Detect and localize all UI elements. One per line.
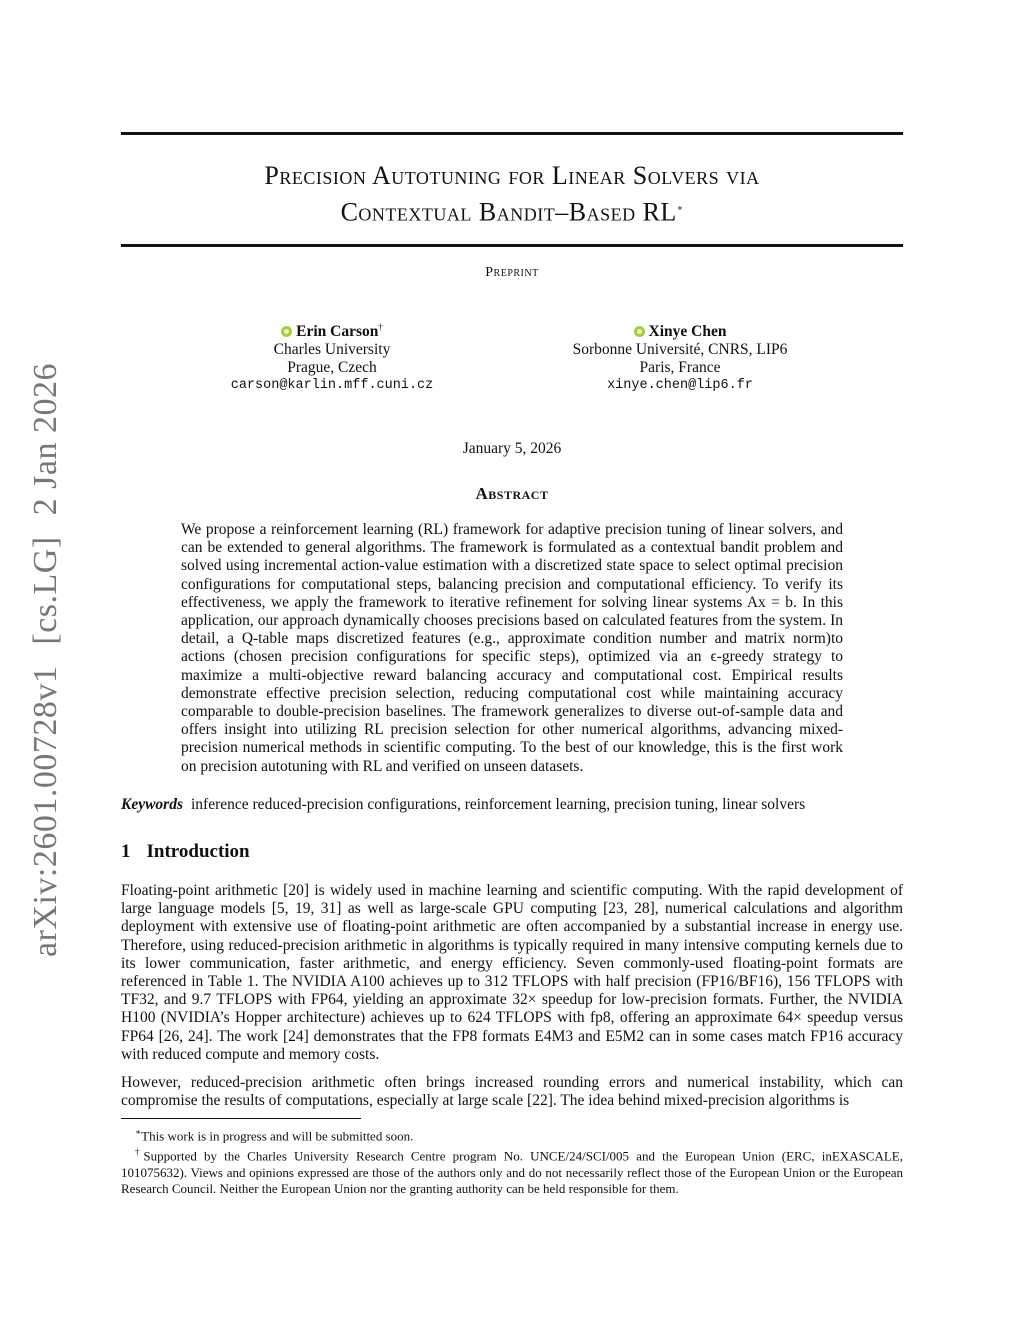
footnotes (121, 1124, 903, 1197)
paper-title (121, 160, 903, 229)
author-affiliation: Charles University (273, 341, 391, 359)
author-block-1: Erin Carson† Charles University Prague, Czech carson@karlin.mff.cuni.cz (167, 318, 497, 395)
footnote-rule (121, 1118, 361, 1119)
author-email[interactable]: carson@karlin.mff.cuni.cz (230, 378, 434, 394)
author-name: Erin Carson (296, 323, 379, 341)
section-heading (121, 841, 250, 863)
author-affiliation: Sorbonne Université, CNRS, LIP6 (572, 341, 788, 359)
keywords (121, 796, 903, 814)
title-line-2: Contextual Bandit–Based RL∗ (340, 197, 684, 227)
abstract-heading: Abstract (475, 484, 549, 503)
footnote-1: ∗This work is in progress and will be submitted soon. (135, 1127, 414, 1144)
author-block-2 (515, 318, 845, 395)
section-title: Introduction (146, 841, 250, 862)
orcid-icon[interactable] (281, 326, 292, 337)
author-name: Xinye Chen (648, 323, 727, 341)
arxiv-date: 2 Jan 2026 (27, 363, 64, 516)
title-footnote-mark: ∗ (676, 203, 684, 213)
publication-date: January 5, 2026 (462, 440, 562, 457)
orcid-icon[interactable] (634, 326, 645, 337)
abstract-text: We propose a reinforcement learning (RL) framework for adaptive precision tuning of linear solvers, and can be extended to general algorithms. The framework is formulated as a contextual bandit problem and solved using incremental action-value estimation with a discretized state space to select optimal precision configurations for computational steps, balancing precision and computational efficiency. To verify its effectiveness, we apply the framework to iterative refinement for solving linear systems Ax = b. In this application, our approach dynamically chooses precisions based on calculated features from the system. In detail, a Q-table maps discretized features (e.g., approximate condition number and matrix norm)to actions (chosen precision configurations for specific steps), optimized via an ϵ-greedy strategy to maximize a multi-objective reward balancing accuracy and computational cost. Empirical results demonstrate effective precision selection, reducing computational cost while maintaining accuracy comparable to double-precision baselines. The framework generalizes to diverse out-of-sample data and offers insight into utilizing RL precision selection for other numerical algorithms, advancing mixed-precision numerical methods in scientific computing. To the best of our knowledge, this is the first work on precision autotuning with RL and verified on unseen datasets. (181, 521, 843, 775)
title-bottom-rule (121, 244, 903, 247)
footnote-2: †Supported by the Charles University Research Centre program No. UNCE/24/SCI/005 and the European Union (ERC, inEXASCALE, 101075632). Views and opinions expressed are those of the authors only and do not necessarily reflect those of the European Union or the European Research Council. Neither the European Union nor the granting authority can be held responsible for them. (121, 1147, 904, 1196)
keywords-label: Keywords (121, 796, 183, 813)
arxiv-id: arXiv:2601.00728v1 (27, 665, 64, 957)
intro-paragraph-1: Floating-point arithmetic [20] is widely used in machine learning and scientific computing. With the rapid development of large language models [5, 19, 31] as well as large-scale GPU computing [23, 28], numerical calculations and algorithm deployment with extensive use of floating-point arithmetic are often accompanied by a substantial increase in energy use. Therefore, using reduced-precision arithmetic in algorithms is typically required in many intensive computing kernels due to its lower communication, faster arithmetic, and energy efficiency. Seven commonly-used floating-point formats are referenced in Table 1. The NVIDIA A100 achieves up to 312 TFLOPS with half precision (FP16/BF16), 156 TFLOPS with TF32, and 9.7 TFLOPS with FP64, yielding an approximate 32× speedup for low-precision formats. Further, the NVIDIA H100 (NVIDIA’s Hopper architecture) achieves up to 624 TFLOPS with fp8, offering an approximate 64× speedup versus FP64 [26, 24]. The work [24] demonstrates that the FP8 formats E4M3 and E5M2 can in some cases match FP16 accuracy with reduced compute and memory costs. (121, 882, 903, 1063)
title-top-rule (121, 132, 903, 135)
author-location: Prague, Czech (287, 359, 377, 377)
preprint-label: Preprint (485, 265, 539, 280)
arxiv-category: [cs.LG] (27, 536, 64, 645)
arxiv-sidebar-stamp (27, 357, 65, 963)
intro-paragraph-2: However, reduced-precision arithmetic often brings increased rounding errors and numerical instability, which can compromise the results of computations, especially at large scale [22]. The idea behind mixed-precision algorithms is (121, 1074, 903, 1110)
section-number: 1 (121, 841, 131, 862)
author-email[interactable]: xinye.chen@lip6.fr (607, 378, 753, 394)
keywords-text: inference reduced-precision configurations, reinforcement learning, precision tuning, linear solvers (191, 796, 806, 813)
author-location: Paris, France (639, 359, 721, 377)
title-line-1: Precision Autotuning for Linear Solvers via (264, 161, 760, 190)
